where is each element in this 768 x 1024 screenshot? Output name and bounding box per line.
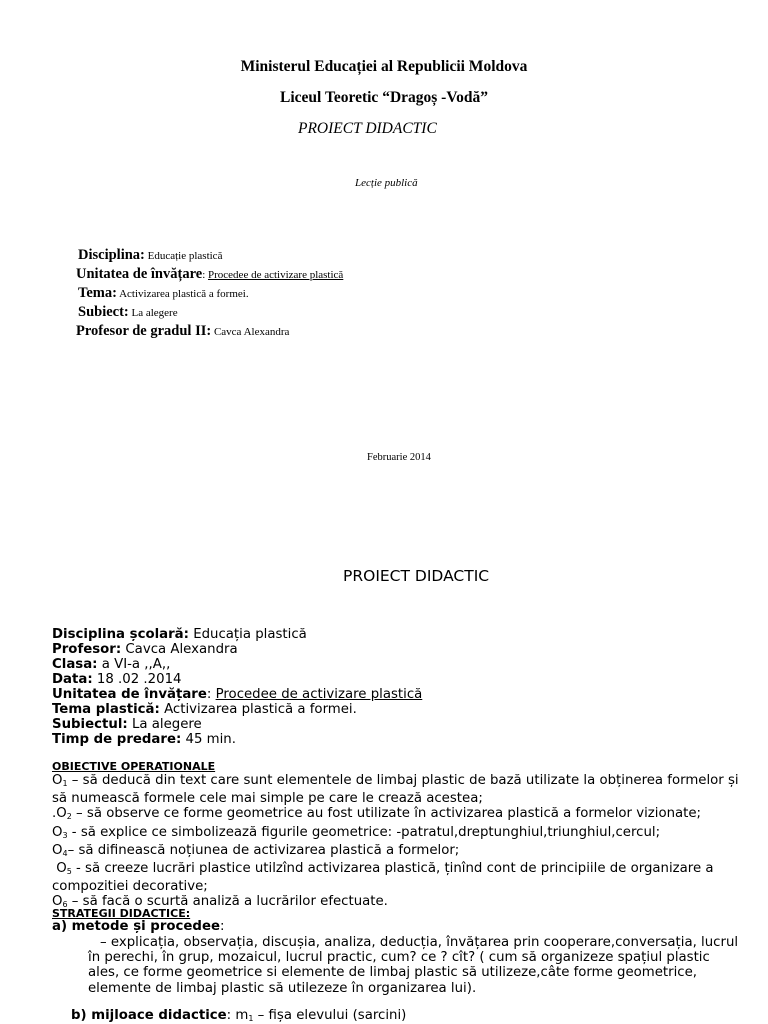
objective-text: – să observe ce forme geometrice au fost utilizate în activizarea plastică a formelor vizionate; <box>71 806 702 822</box>
objective-1-cont <box>52 791 739 806</box>
info-label: Subiectul: <box>52 717 128 732</box>
info-row-subiectul <box>52 717 422 732</box>
field-label: Profesor de gradul II: <box>76 323 212 339</box>
objective-3: $O_3$ - să explice ce simbolizează figurile geometrice: -patratul,dreptunghiul,triunghiul,cercul; <box>52 824 661 840</box>
cover-field-disciplina <box>78 246 343 265</box>
objective-text: - să creeze lucrări plastice utilzînd activizarea plastică, ținînd cont de principiile de organizare a <box>71 861 714 877</box>
field-label: Tema: <box>78 285 117 301</box>
info-value: : <box>206 687 216 702</box>
info-value: a VI-a ,,A,, <box>97 657 171 672</box>
field-value: La alegere <box>128 307 178 319</box>
objective-text: să numească formele cele mai simple pe care le crează acestea; <box>52 791 483 807</box>
methods-colon: : <box>219 919 225 934</box>
info-row-unitatea <box>52 687 422 702</box>
ministry-heading: Ministerul Educației al Republicii Moldova <box>240 58 528 75</box>
means-label: b) mijloace didactice <box>71 1008 227 1023</box>
means-rest: – fișa elevului (sarcini) <box>253 1008 407 1023</box>
objective-6: $O_6$ – să facă o scurtă analiză a lucrărilor efectuate. <box>52 894 388 910</box>
page2-title: PROIECT DIDACTIC <box>343 567 490 585</box>
school-heading: Liceul Teoretic “Dragoș -Vodă” <box>280 89 488 106</box>
objective-2: $.O_2$ – să observe ce forme geometrice au fost utilizate în activizarea plastică a formelor vizionate; <box>52 806 702 822</box>
cover-title: PROIECT DIDACTIC <box>298 120 437 137</box>
info-value: Activizarea plastică a formei. <box>159 702 357 717</box>
info-row-data <box>52 672 422 687</box>
field-label: Subiect: <box>78 304 129 320</box>
info-value: Cavca Alexandra <box>121 642 238 657</box>
objective-5-cont <box>52 879 739 894</box>
objective-text: – să deducă din text care sunt elementele de limbaj plastic de bază utilizate la obținerea formelor și <box>71 773 739 788</box>
objectives-list <box>52 773 739 913</box>
info-row-profesor <box>52 642 422 657</box>
field-value: Cavca Alexandra <box>211 326 290 338</box>
info-row-clasa <box>52 657 422 672</box>
field-value: : <box>202 269 209 281</box>
means-row: b) mijloace didactice: $m_1$ – fișa elevului (sarcini) <box>71 1008 407 1023</box>
strategies-heading: STRATEGII DIDACTICE: <box>52 907 191 920</box>
info-label: Timp de predare: <box>52 732 182 747</box>
info-row-tema <box>52 702 422 717</box>
field-value: Activizarea plastică a formei. <box>116 288 249 300</box>
info-label: Profesor: <box>52 642 122 657</box>
cover-field-profesor <box>76 322 343 341</box>
field-value: Educație plastică <box>144 250 223 262</box>
info-row-timp <box>52 732 422 747</box>
field-value-underlined: Procedee de activizare plastică <box>208 269 344 281</box>
info-label: Unitatea de învățare <box>52 687 207 702</box>
info-value: La alegere <box>127 717 202 732</box>
cover-date: Februarie 2014 <box>367 452 431 463</box>
info-label: Clasa: <box>52 657 98 672</box>
cover-field-subiect <box>78 303 343 322</box>
objective-4: $O_4-$ să difinească noțiunea de activizarea plastică a formelor; <box>52 842 460 858</box>
cover-field-tema <box>78 284 343 303</box>
objective-text: - să explice ce simbolizează figurile geometrice: -patratul,dreptunghiul,triunghiul,cercul; <box>67 824 661 840</box>
info-label: Disciplina școlară: <box>52 627 189 642</box>
objective-text: compozitiei decorative; <box>52 879 208 895</box>
methods-label: a) metode și procedee <box>52 919 220 934</box>
methods-list <box>88 935 738 996</box>
info-label: Tema plastică: <box>52 702 160 717</box>
methods-heading <box>52 919 224 934</box>
info-value-underlined: Procedee de activizare plastică <box>215 687 423 702</box>
methods-line: ales, ce forme geometrice si elemente de limbaj plastic să utilizeze,câte forme geometrice, <box>88 965 698 981</box>
cover-fields <box>78 246 343 341</box>
objective-1: $O_1$ – să deducă din text care sunt elementele de limbaj plastic de bază utilizate la obținerea formelor și <box>52 773 739 788</box>
methods-line: – explicația, observația, discușia, analiza, deducția, învățarea prin cooperare,conversația, lucrul <box>100 935 739 950</box>
methods-line: în perechi, în grup, mozaicul, lucrul practic, cum? ce ? cît? ( cum să organizeze spațiul plastic <box>88 950 710 966</box>
objective-text: – să difinească noțiunea de activizarea plastică a formelor; <box>67 842 460 858</box>
field-label: Disciplina: <box>78 247 145 263</box>
info-label: Data: <box>52 672 93 687</box>
cover-field-unitatea <box>76 265 343 284</box>
objective-text: – să facă o scurtă analiză a lucrărilor efectuate. <box>67 894 388 910</box>
objective-5: $O_5$ - să creeze lucrări plastice utilzînd activizarea plastică, ținînd cont de principiile de organizare a <box>52 861 714 877</box>
info-value: 45 min. <box>181 732 236 747</box>
info-value: Educația plastică <box>188 627 307 642</box>
objectives-heading: OBIECTIVE OPERATIONALE <box>52 760 216 773</box>
lesson-type: Lecție publică <box>355 177 418 189</box>
lesson-info <box>52 627 422 747</box>
field-label: Unitatea de învățare <box>76 266 203 282</box>
info-value: 18 .02 .2014 <box>92 672 182 687</box>
means-value: : m <box>226 1008 249 1023</box>
methods-line: elemente de limbaj plastic să utilezeze în organizarea lui). <box>88 980 477 996</box>
info-row-disciplina <box>52 627 422 642</box>
